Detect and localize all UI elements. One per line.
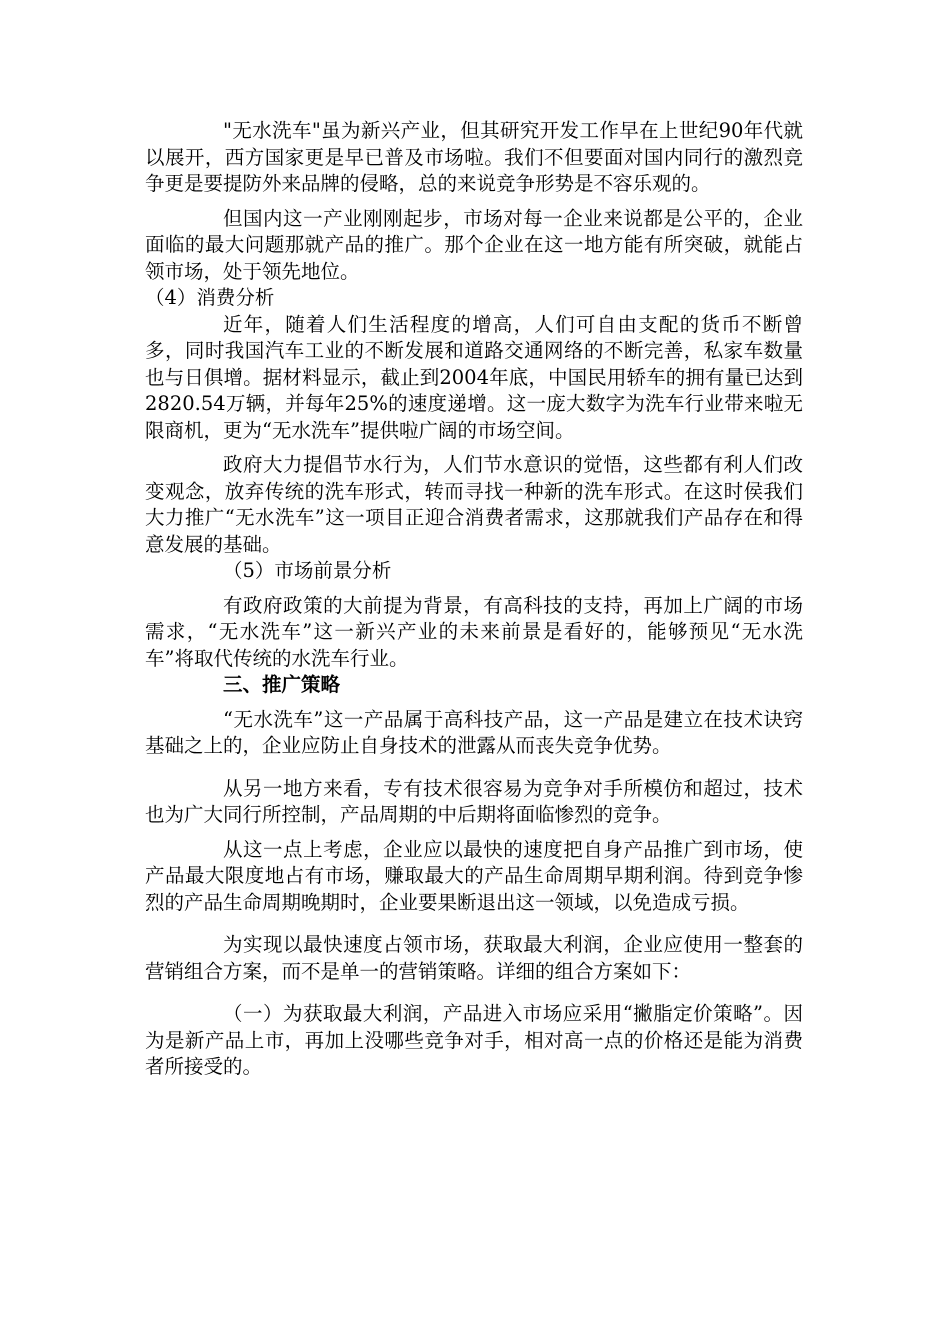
paragraph-marketing-mix: 为实现以最快速度占领市场，获取最大利润，企业应使用一整套的营销组合方案，而不是单一的营销策略。详细的组合方案如下： <box>145 933 803 983</box>
paragraph-prospect: 有政府政策的大前提为背景，有高科技的支持，再加上广阔的市场需求，“无水洗车”这一新兴产业的未来前景是看好的，能够预见“无水洗车”将取代传统的水洗车行业。 <box>145 593 803 670</box>
section-heading-prospect: （5）市场前景分析 <box>223 559 392 582</box>
section-heading-promotion: 三、推广策略 <box>223 673 341 696</box>
paragraph-skimming-pricing: （一）为获取最大利润，产品进入市场应采用“撇脂定价策略”。因为是新产品上市，再加上没哪些竞争对手，相对高一点的价格还是能为消费者所接受的。 <box>145 1002 803 1078</box>
section-heading-consumption: （4）消费分析 <box>145 286 275 309</box>
paragraph-domestic-market: 但国内这一产业刚刚起步，市场对每一企业来说都是公平的，企业面临的最大问题那就产品的推广。那个企业在这一地方能有所突破，就能占领市场，处于领先地位。 <box>145 206 803 283</box>
paragraph-competition: "无水洗车"虽为新兴产业，但其研究开发工作早在上世纪90年代就以展开，西方国家更是早已普及市场啦。我们不但要面对国内同行的激烈竞争更是要提防外来品牌的侵略，总的来说竞争形势是不容乐观的。 <box>145 119 803 195</box>
paragraph-consumption: 近年，随着人们生活程度的增高，人们可自由支配的货币不断曾多，同时我国汽车工业的不断发展和道路交通网络的不断完善，私家车数量也与日俱增。据材料显示，截止到2004年底，中国民用轿车的拥有量已达到2820.54万辆，并每年25%的速度递增。这一庞大数字为洗车行业带来啦无限商机，更为“无水洗车”提供啦广阔的市场空间。 <box>145 312 803 442</box>
document-page <box>145 118 803 1081</box>
paragraph-speed: 从这一点上考虑，企业应以最快的速度把自身产品推广到市场，使产品最大限度地占有市场，赚取最大的产品生命周期早期利润。待到竞争惨烈的产品生命周期晚期时，企业要果断退出这一领域，以免造成亏损。 <box>145 837 803 914</box>
paragraph-imitation: 从另一地方来看，专有技术很容易为竞争对手所模仿和超过，技术也为广大同行所控制，产品周期的中后期将面临惨烈的竞争。 <box>145 776 803 826</box>
paragraph-high-tech: “无水洗车”这一产品属于高科技产品，这一产品是建立在技术诀窍基础之上的，企业应防止自身技术的泄露从而丧失竞争优势。 <box>145 707 803 757</box>
paragraph-water-saving: 政府大力提倡节水行为，人们节水意识的觉悟，这些都有利人们改变观念，放弃传统的洗车形式，转而寻找一种新的洗车形式。在这时侯我们大力推广“无水洗车”这一项目正迎合消费者需求，这那就我们产品存在和得意发展的基础。 <box>145 453 803 556</box>
